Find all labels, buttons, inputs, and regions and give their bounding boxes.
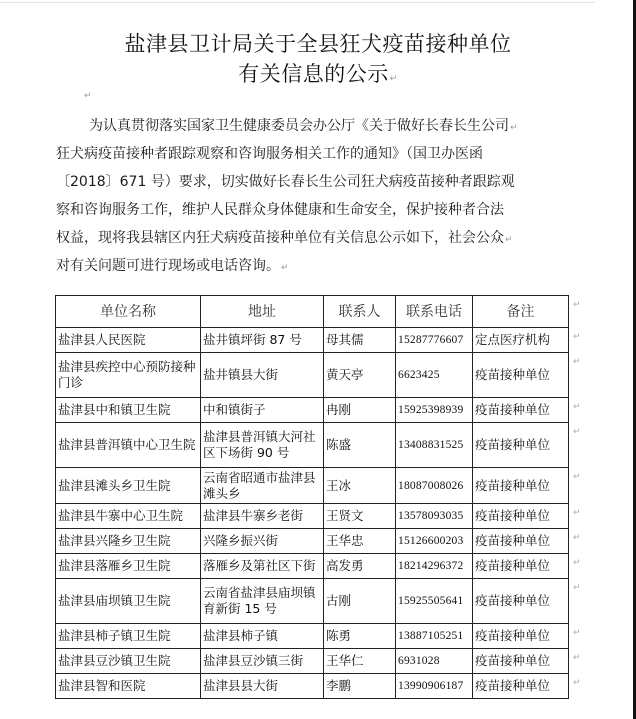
row-end-mark: ↵ (573, 507, 581, 518)
table-row (56, 423, 569, 468)
cell-note: 疫苗接种单位 (473, 504, 569, 529)
cell-contact: 王华仁 (324, 649, 396, 674)
document-title-line1: 盐津县卫计局关于全县狂犬疫苗接种单位 (124, 32, 512, 56)
cell-note: 疫苗接种单位 (473, 353, 569, 398)
cell-unit-name: 盐津县柿子镇卫生院 (56, 624, 201, 649)
cell-unit-name: 盐津县疾控中心预防接种门诊 (56, 353, 201, 398)
row-end-mark: ↵ (573, 652, 581, 663)
cell-address: 盐津县柿子镇 (201, 624, 324, 649)
cell-unit-name: 盐津县落雁乡卫生院 (56, 554, 201, 579)
table-header-row (56, 296, 569, 328)
table-row (56, 353, 569, 398)
paragraph-line: 〔2018〕671 号）要求，切实做好长春长生公司狂犬病疫苗接种者跟踪观 (56, 174, 515, 190)
header-contact: 联系人 (324, 296, 396, 328)
cell-note: 疫苗接种单位 (473, 529, 569, 554)
cell-contact: 母其儒 (324, 328, 396, 353)
cell-address: 云南省昭通市盐津县滩头乡 (201, 468, 324, 504)
cell-address: 盐津县牛寨乡老街 (201, 504, 324, 529)
cell-contact: 黄天亭 (324, 353, 396, 398)
table-row (56, 398, 569, 423)
cell-contact: 王华忠 (324, 529, 396, 554)
cell-address: 兴隆乡振兴街 (201, 529, 324, 554)
cell-contact: 冉刚 (324, 398, 396, 423)
cell-unit-name: 盐津县人民医院 (56, 328, 201, 353)
table-row (56, 649, 569, 674)
cell-address: 盐津县普洱镇大河社区下场街 90 号 (201, 423, 324, 468)
cell-address: 落雁乡及第社区下街 (201, 554, 324, 579)
row-end-mark: ↵ (573, 331, 581, 342)
cell-note: 定点医疗机构 (473, 328, 569, 353)
cell-address: 盐津县县大街 (201, 674, 324, 699)
cell-phone: 13408831525 (396, 423, 473, 468)
paragraph-line: 狂犬病疫苗接种者跟踪观察和咨询服务相关工作的通知》（国卫办医函 (56, 146, 483, 162)
vaccination-units-table (55, 295, 569, 699)
row-end-mark: ↵ (573, 627, 581, 638)
paragraph-mark: ↵ (84, 91, 92, 101)
row-end-mark: ↵ (573, 356, 581, 367)
table-row (56, 624, 569, 649)
row-end-mark: ↵ (573, 299, 581, 310)
cell-contact: 高发勇 (324, 554, 396, 579)
cell-note: 疫苗接种单位 (473, 624, 569, 649)
intro-paragraph (56, 112, 576, 280)
cell-unit-name: 盐津县滩头乡卫生院 (56, 468, 201, 504)
paragraph-line: 察和咨询服务工作，维护人民群众身体健康和生命安全，保护接种者合法 (56, 202, 504, 218)
cell-note: 疫苗接种单位 (473, 423, 569, 468)
cell-note: 疫苗接种单位 (473, 554, 569, 579)
cell-address: 盐井镇县大街 (201, 353, 324, 398)
row-end-mark: ↵ (573, 401, 581, 412)
row-end-mark: ↵ (573, 557, 581, 568)
table-row (56, 468, 569, 504)
cell-unit-name: 盐津县普洱镇中心卫生院 (56, 423, 201, 468)
row-end-mark: ↵ (573, 426, 581, 437)
cell-unit-name: 盐津县兴隆乡卫生院 (56, 529, 201, 554)
header-address: 地址 (201, 296, 324, 328)
cell-phone: 15287776607 (396, 328, 473, 353)
cell-unit-name: 盐津县牛寨中心卫生院 (56, 504, 201, 529)
cell-phone: 6623425 (396, 353, 473, 398)
cell-address: 盐津县豆沙镇三街 (201, 649, 324, 674)
row-end-mark: ↵ (573, 582, 581, 593)
table-row (56, 579, 569, 624)
cell-note: 疫苗接种单位 (473, 649, 569, 674)
cell-address: 云南省盐津县庙坝镇育新街 15 号 (201, 579, 324, 624)
cell-address: 中和镇街子 (201, 398, 324, 423)
table-row (56, 554, 569, 579)
cell-unit-name: 盐津县智和医院 (56, 674, 201, 699)
cell-phone: 13578093035 (396, 504, 473, 529)
table-row (56, 529, 569, 554)
cell-phone: 15925505641 (396, 579, 473, 624)
cell-note: 疫苗接种单位 (473, 398, 569, 423)
cell-contact: 李鹏 (324, 674, 396, 699)
row-end-mark: ↵ (573, 677, 581, 688)
header-unit-name: 单位名称 (56, 296, 201, 328)
cell-phone: 15126600203 (396, 529, 473, 554)
document-title-line2: 有关信息的公示↵ (238, 62, 398, 86)
cell-phone: 13990906187 (396, 674, 473, 699)
cell-unit-name: 盐津县庙坝镇卫生院 (56, 579, 201, 624)
cell-note: 疫苗接种单位 (473, 579, 569, 624)
cell-contact: 王贤文 (324, 504, 396, 529)
row-end-mark: ↵ (573, 532, 581, 543)
paragraph-line: 为认真贯彻落实国家卫生健康委员会办公厅《关于做好长春长生公司↵ (89, 118, 518, 134)
cell-address: 盐井镇坪街 87 号 (201, 328, 324, 353)
top-rule (0, 2, 595, 3)
cell-phone: 6931028 (396, 649, 473, 674)
cell-unit-name: 盐津县中和镇卫生院 (56, 398, 201, 423)
row-end-mark: ↵ (573, 471, 581, 482)
cell-contact: 陈勇 (324, 624, 396, 649)
cell-contact: 王冰 (324, 468, 396, 504)
cell-phone: 15925398939 (396, 398, 473, 423)
cell-note: 疫苗接种单位 (473, 674, 569, 699)
table-row (56, 504, 569, 529)
cell-phone: 13887105251 (396, 624, 473, 649)
header-note: 备注 (473, 296, 569, 328)
table-row (56, 328, 569, 353)
cell-note: 疫苗接种单位 (473, 468, 569, 504)
cell-contact: 陈盛 (324, 423, 396, 468)
paragraph-mark: ↵ (389, 74, 398, 84)
cell-phone: 18214296372 (396, 554, 473, 579)
table-row (56, 674, 569, 699)
cell-phone: 18087008026 (396, 468, 473, 504)
paragraph-line: 对有关问题可进行现场或电话咨询。↵ (56, 258, 289, 274)
cell-unit-name: 盐津县豆沙镇卫生院 (56, 649, 201, 674)
cell-contact: 古刚 (324, 579, 396, 624)
paragraph-line: 权益，现将我县辖区内狂犬病疫苗接种单位有关信息公示如下，社会公众↵ (56, 230, 513, 246)
header-phone: 联系电话 (396, 296, 473, 328)
